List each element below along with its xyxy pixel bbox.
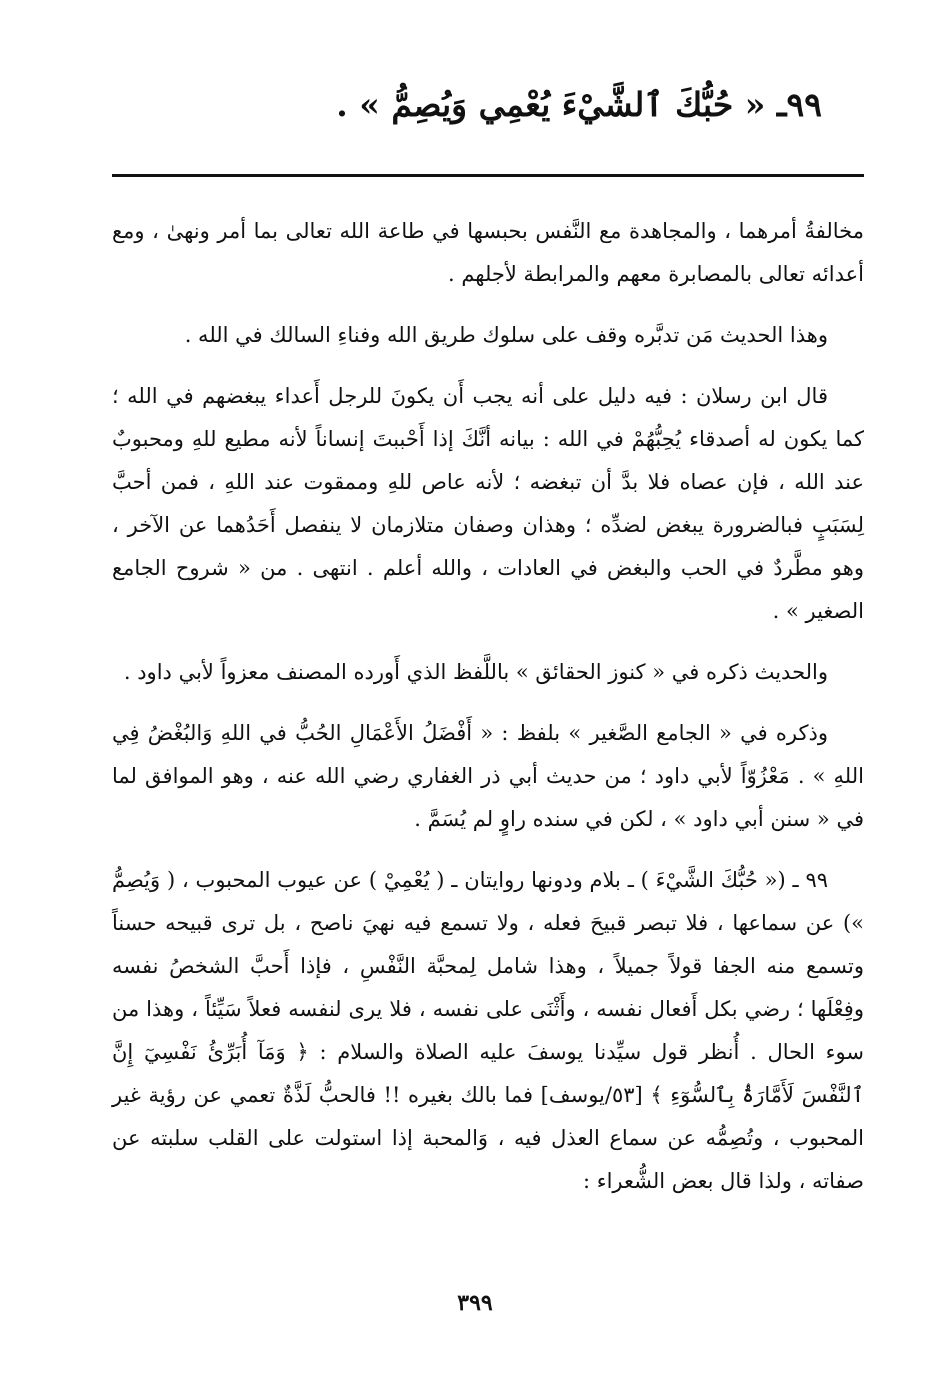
- paragraph: وذكره في « الجامع الصَّغير » بلفظ : « أَفْضَلُ الأَعْمَالِ الحُبُّ في اللهِ وَالبُغْضُ فِي اللهِ » . مَعْزُوّاً لأبي داود ؛ من حديث أبي ذر الغفاري رضي الله عنه ، وهو الموافق لما في « سنن أبي داود » ، لكن في سنده راوٍ لم يُسَمَّ .: [112, 721, 864, 831]
- paragraph: قال ابن رسلان : فيه دليل على أنه يجب أَن يكونَ للرجل أَعداء يبغضهم في الله ؛ كما يكون له أصدقاء يُحِبُّهُمْ في الله : بيانه أنَّكَ إذا أَحْببتَ إنساناً لأنه مطيع للهِ ومحبوبٌ عند الله ، فإن عصاه فلا بدَّ أن تبغضه ؛ لأنه عاص للهِ وممقوت عند اللهِ ، فمن أحبَّ لِسَبَبٍ فبالضرورة يبغض لضدِّه ؛ وهذان وصفان متلازمان لا ينفصل أَحَدُهما عن الآخر ، وهو مطَّردٌ في الحب والبغض في العادات ، والله أعلم . انتهى . من « شروح الجامع الصغير » .: [112, 384, 864, 623]
- page-number: ٣٩٩: [457, 1290, 493, 1316]
- hadith-heading: ٩٩ـ « حُبُّكَ ٱلشَّيْءَ يُعْمِي وَيُصِمُّ » .: [336, 85, 822, 124]
- heading-divider: [112, 174, 864, 177]
- paragraph: وهذا الحديث مَن تدبَّره وقف على سلوك طريق الله وفناءِ السالك في الله .: [184, 323, 828, 347]
- paragraph: مخالفةُ أمرهما ، والمجاهدة مع النَّفس بحبسها في طاعة الله تعالى بما أمر ونهىٰ ، ومع أعدائه تعالى بالمصابرة معهم والمرابطة لأجلهم .: [112, 219, 864, 286]
- commentary-body: [112, 210, 864, 1221]
- paragraph: والحديث ذكره في « كنوز الحقائق » باللَّفظ الذي أَورده المصنف معزواً لأبي داود .: [123, 660, 828, 684]
- paragraph: ٩٩ ـ (« حُبُّكَ الشَّيْءَ ) ـ بلام ودونها روايتان ـ ( يُعْمِيْ ) عن عيوب المحبوب ، ( وَيُصِمُّ ») عن سماعها ، فلا تبصر قبيحَ فعله ، ولا تسمع فيه نهيَ ناصح ، بل ترى قبيحه حسناً وتسمع منه الجفا قولاً جميلاً ، وهذا شامل لِمحبَّة النَّفْسِ ، فإذا أَحبَّ الشخصُ نفسه وفِعْلَها ؛ رضي بكل أَفعال نفسه ، وأَثْنَى على نفسه ، فلا يرى لنفسه فعلاً سَيِّئاً ، وهذا من سوء الحال . أُنظر قول سيِّدنا يوسفَ عليه الصلاة والسلام : ﴿ وَمَآ أُبَرِّئُ نَفْسِيٓ إِنَّ ٱلنَّفْسَ لَأَمَّارَةُۢ بِٱلسُّوٓءِ ﴾ [٥٣/يوسف] فما بالك بغيره !! فالحبُّ لَذَّةٌ تعمي عن رؤية غير المحبوب ، وتُصِمُّه عن سماع العذل فيه ، وَالمحبة إذا استولت على القلب سلبته عن صفاته ، ولذا قال بعض الشُّعراء :: [112, 868, 865, 1193]
